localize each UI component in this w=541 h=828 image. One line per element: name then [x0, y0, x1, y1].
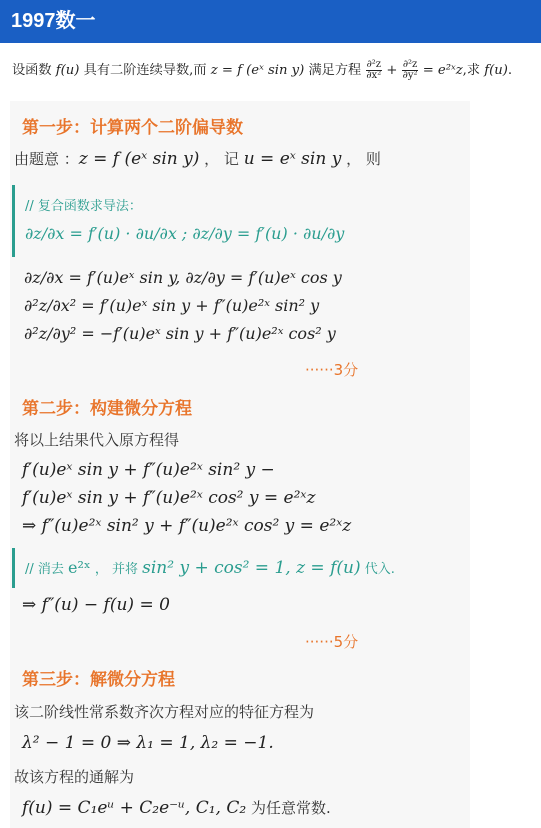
step1-intro-a: 由题意 ：: [14, 150, 79, 168]
step2-intro: 将以上结果代入原方程得: [14, 431, 180, 449]
step2-note-b: ， 并将: [90, 562, 143, 577]
step3-eq2: f(u) = C₁eᵘ + C₂e⁻ᵘ, C₁, C₂: [22, 798, 247, 818]
step1-intro-c: ， 则: [341, 150, 381, 168]
step1-intro-math2: u = eˣ sin y: [243, 149, 342, 169]
problem-end: .: [507, 63, 513, 78]
step3-final: [22, 797, 331, 818]
problem-statement: [12, 59, 537, 82]
step1-intro-b: ， 记: [199, 150, 244, 168]
problem-text-a: 设函数: [12, 63, 56, 78]
step2-eq4: ⇒ f″(u) − f(u) = 0: [22, 595, 170, 615]
problem-z-def: z = f (eˣ sin y): [210, 63, 305, 78]
problem-text-d: ,求: [462, 63, 485, 78]
step3-title: 第三步：解微分方程: [22, 670, 175, 690]
problem-text-c: 满足方程: [304, 63, 366, 78]
page-header: [0, 0, 541, 43]
step2-eq3: ⇒ f″(u)e²ˣ sin² y + f″(u)e²ˣ cos² y = e²ˣz: [22, 516, 352, 536]
step2-note-math2: sin² y + cos² = 1, z = f(u): [142, 558, 361, 578]
step1-score: ······3分: [305, 361, 359, 379]
step1-intro: [14, 148, 381, 169]
step2-eq2: f′(u)eˣ sin y + f″(u)e²ˣ cos² y = e²ˣz: [22, 488, 316, 508]
step3-intro2: 故该方程的通解为: [14, 768, 135, 786]
step1-note-formula: ∂z/∂x = f′(u) · ∂u/∂x ; ∂z/∂y = f′(u) · ∂u/∂y: [25, 224, 345, 243]
step1-note: [12, 185, 442, 257]
step3-eq1: λ² − 1 = 0 ⇒ λ₁ = 1, λ₂ = −1.: [22, 733, 274, 753]
step1-eq2: ∂²z/∂x² = f′(u)eˣ sin y + f″(u)e²ˣ sin² y: [24, 296, 320, 315]
problem-f-u-2: f(u): [484, 63, 508, 78]
step1-intro-math1: z = f (eˣ sin y): [78, 149, 200, 169]
step2-score: ······5分: [305, 633, 359, 651]
step2-note-c: 代入.: [360, 562, 395, 577]
step2-title: 第二步：构建微分方程: [22, 399, 192, 419]
step2-eq1: f′(u)eˣ sin y + f″(u)e²ˣ sin² y −: [22, 460, 275, 480]
problem-plus: +: [382, 63, 402, 78]
step1-eq1: ∂z/∂x = f′(u)eˣ sin y, ∂z/∂y = f′(u)eˣ cos y: [24, 268, 342, 287]
problem-rhs: = e²ˣz: [418, 63, 463, 78]
step2-note-math1: e²ˣ: [68, 558, 91, 577]
problem-f-u: f(u): [55, 63, 80, 78]
page-title: 1997数一: [11, 10, 96, 32]
problem-frac-1: $\frac{\text{∂²z}}{\text{∂x²}}$: [366, 58, 382, 81]
step2-note-a: // 消去: [25, 562, 69, 577]
problem-frac-2: $\frac{\text{∂²z}}{\text{∂y²}}$: [402, 58, 418, 81]
step3-intro: 该二阶线性常系数齐次方程对应的特征方程为: [14, 703, 315, 721]
problem-text-b: 具有二阶连续导数,而: [79, 63, 211, 78]
step1-eq3: ∂²z/∂y² = −f′(u)eˣ sin y + f″(u)e²ˣ cos² y: [24, 324, 336, 343]
step1-title: 第一步：计算两个二阶偏导数: [22, 118, 243, 138]
step3-tail: 为任意常数.: [246, 799, 331, 817]
step1-note-label: // 复合函数求导法：: [25, 199, 142, 214]
step2-note: [12, 548, 442, 588]
